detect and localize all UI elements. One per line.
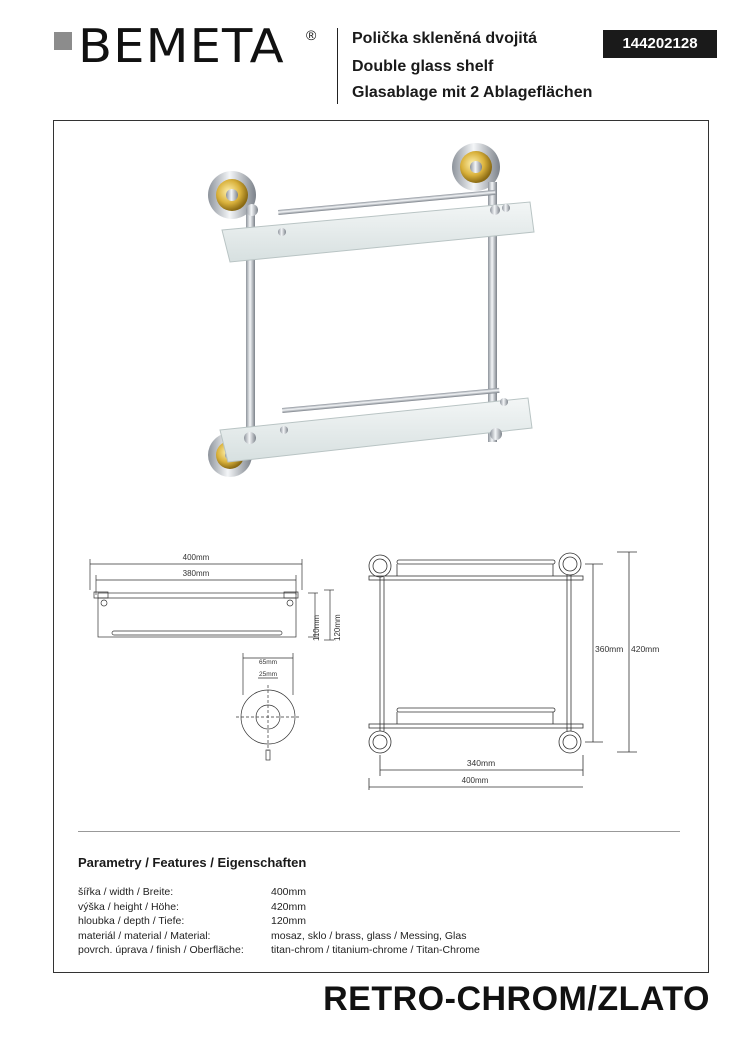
spec-value-width: 400mm (271, 886, 307, 898)
registered-mark: ® (306, 27, 317, 43)
spec-value-depth: 120mm (271, 915, 307, 927)
dim-side-height-inner: 360mm (595, 644, 624, 654)
brand-logo: BEMETA (78, 19, 285, 73)
product-code-badge: 144202128 (603, 30, 717, 58)
dim-front-height-b: 120mm (333, 614, 342, 641)
product-photo (190, 140, 550, 500)
dim-rosette-inner: 25mm (258, 671, 278, 678)
dim-front-width-total: 400mm (182, 553, 210, 562)
drawing-front-view (80, 545, 340, 765)
title-german: Glasablage mit 2 Ablageflächen (352, 84, 593, 101)
header-separator (337, 28, 338, 104)
spec-label-width: šířka / width / Breite: (78, 886, 174, 898)
section-divider (78, 831, 680, 832)
dim-front-height-a: 110mm (312, 614, 321, 641)
spec-value-material: mosaz, sklo / brass, glass / Messing, Glas (271, 930, 467, 942)
dim-side-width-total: 400mm (461, 776, 489, 785)
logo-square (54, 32, 72, 50)
dim-side-height-total: 420mm (631, 644, 660, 654)
dim-side-width-inner: 340mm (466, 758, 496, 768)
drawing-side-view (355, 540, 675, 795)
dim-front-width-inner: 380mm (182, 569, 210, 578)
spec-label-material: materiál / material / Material: (78, 930, 211, 942)
title-english: Double glass shelf (352, 58, 494, 75)
spec-label-height: výška / height / Höhe: (78, 901, 179, 913)
spec-value-finish: titan-chrom / titanium-chrome / Titan-Chrome (271, 944, 480, 956)
features-heading: Parametry / Features / Eigenschaften (78, 855, 307, 870)
spec-label-finish: povrch. úprava / finish / Oberfläche: (78, 944, 244, 956)
spec-value-height: 420mm (271, 901, 307, 913)
spec-label-depth: hloubka / depth / Tiefe: (78, 915, 185, 927)
dim-rosette-diameter: 65mm (258, 659, 278, 666)
title-czech: Polička skleněná dvojitá (352, 30, 537, 47)
collection-title: RETRO-CHROM/ZLATO (323, 980, 710, 1018)
